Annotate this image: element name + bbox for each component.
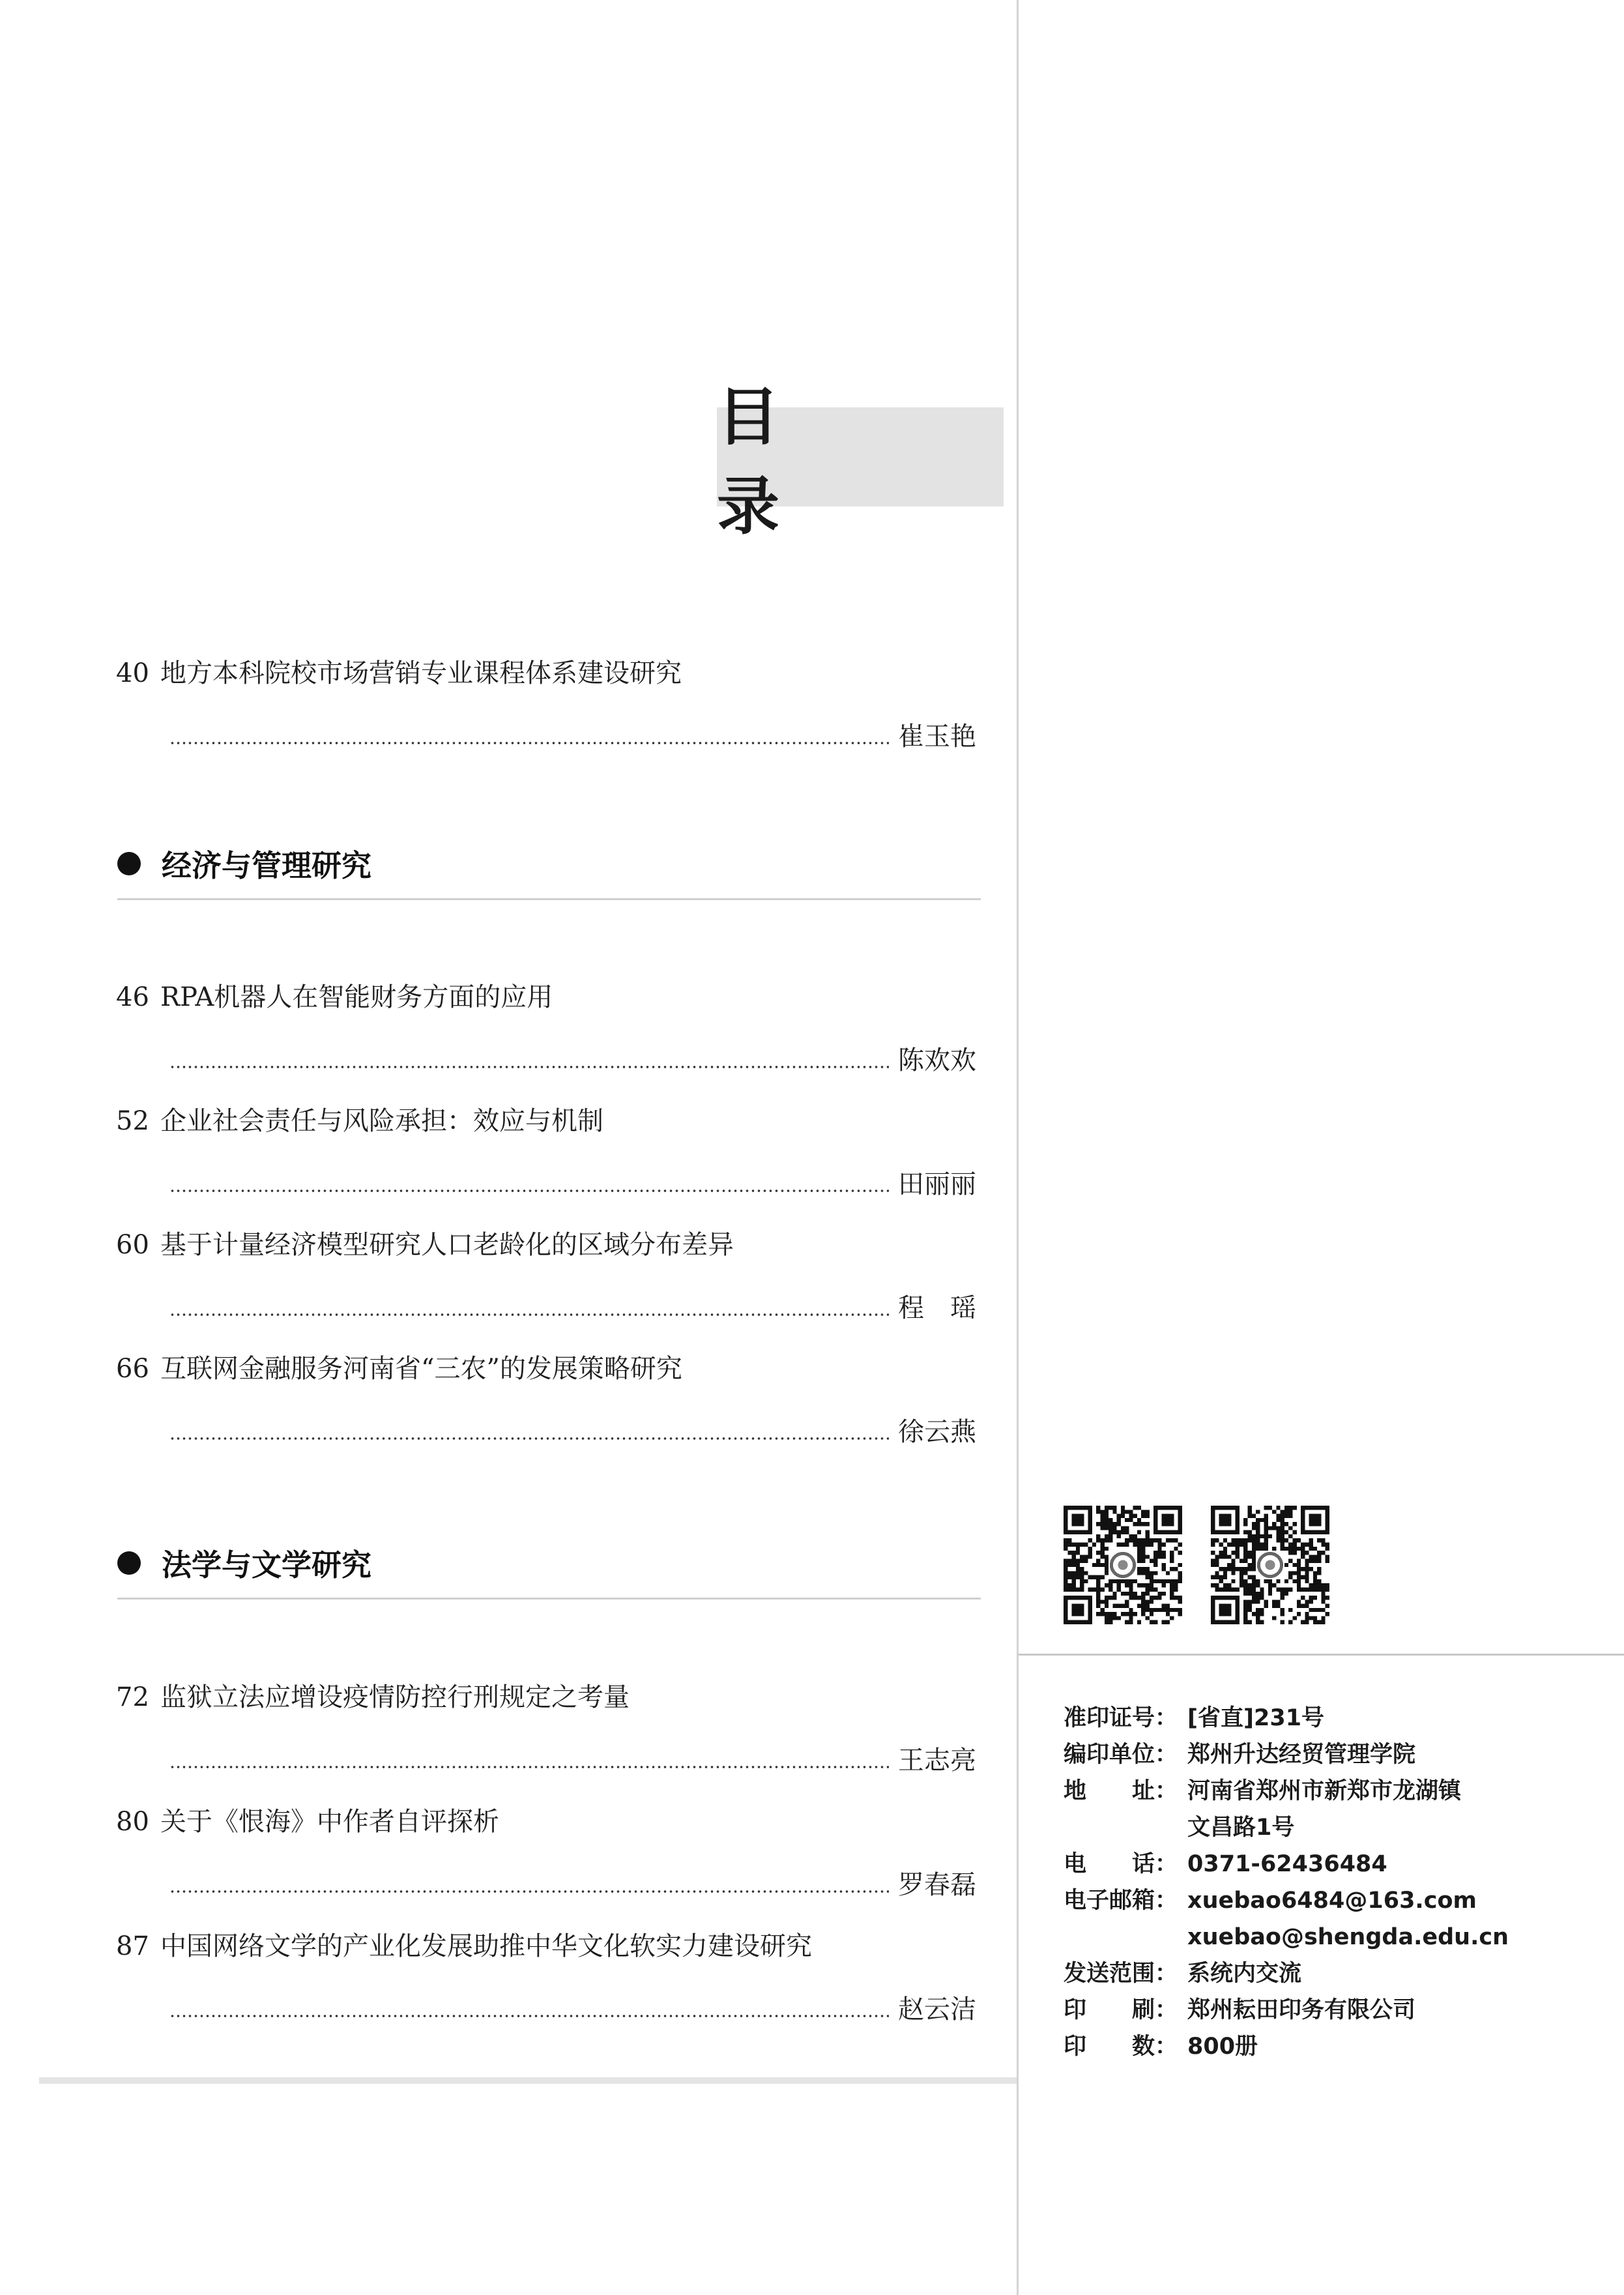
entry-title-line: [116, 1678, 976, 1717]
publication-info: [1064, 1700, 1598, 2065]
entry-author-row: [169, 1412, 976, 1452]
dot-leader: [169, 1313, 889, 1316]
info-value: 系统内交流: [1187, 1961, 1302, 1987]
info-row-editor: [1064, 1736, 1598, 1773]
info-label: 地 址：: [1064, 1778, 1178, 1804]
info-row-printer: [1064, 1992, 1598, 2028]
entry-author-row: [169, 1990, 976, 2029]
entry-title-line: [116, 1102, 976, 1141]
entry-author: 王志亮: [898, 1746, 976, 1776]
section-title: 经济与管理研究: [162, 848, 371, 883]
qr-code-icon: [1211, 1506, 1329, 1624]
entry-title: RPA机器人在智能财务方面的应用: [160, 982, 553, 1012]
entry-title-line: [116, 654, 976, 693]
info-divider: [1019, 1654, 1624, 1656]
entry-author: 陈欢欢: [898, 1045, 976, 1075]
info-row-phone: [1064, 1846, 1598, 1882]
entry-author-row: [169, 717, 976, 756]
section-header: [117, 1540, 981, 1600]
info-value-continued: 文昌路1号: [1187, 1815, 1295, 1841]
info-value: 郑州耘田印务有限公司: [1187, 1997, 1416, 2023]
section-rule: [117, 1598, 981, 1600]
entry-page: 46: [116, 982, 149, 1012]
entry-page: 80: [116, 1807, 149, 1837]
toc-entry[interactable]: [116, 1678, 976, 1776]
entry-author-row: [169, 1165, 976, 1204]
info-label: 发送范围：: [1064, 1961, 1178, 1987]
entry-author: 赵云洁: [898, 1995, 976, 2025]
entry-author-row: [169, 1289, 976, 1328]
info-label: 电子邮箱：: [1064, 1888, 1178, 1914]
info-row-email: [1064, 1882, 1598, 1919]
bullet-icon: [117, 852, 141, 875]
entry-author: 徐云燕: [898, 1417, 976, 1447]
entry-title-line: [116, 1927, 976, 1966]
info-value: 0371-62436484: [1187, 1851, 1387, 1877]
entry-author: 罗春磊: [898, 1870, 976, 1900]
entry-title-line: [116, 978, 976, 1017]
section-rule: [117, 898, 981, 900]
entry-author-row: [169, 1041, 976, 1080]
toc-entry[interactable]: [116, 1225, 976, 1323]
toc-entry[interactable]: [116, 1802, 976, 1900]
entry-title: 中国网络文学的产业化发展助推中华文化软实力建设研究: [160, 1931, 812, 1961]
qr-code-icon: [1064, 1506, 1182, 1624]
toc-entry[interactable]: [116, 1102, 976, 1199]
dot-leader: [169, 1190, 889, 1192]
entry-author-row: [169, 1865, 976, 1905]
entry-page: 60: [116, 1230, 149, 1260]
entry-page: 40: [116, 658, 149, 688]
entry-author: 田丽丽: [898, 1169, 976, 1199]
entry-title: 关于《恨海》中作者自评探析: [160, 1807, 499, 1837]
entry-author: 崔玉艳: [898, 722, 976, 752]
info-label: 编印单位：: [1064, 1742, 1178, 1768]
info-label: 电 话：: [1064, 1851, 1178, 1877]
dot-leader: [169, 1890, 889, 1893]
toc-title-box: [717, 381, 1004, 543]
info-value-continued: xuebao@shengda.edu.cn: [1187, 1924, 1509, 1950]
entry-page: 66: [116, 1354, 149, 1384]
info-row-scope: [1064, 1955, 1598, 1992]
info-row-permit: [1064, 1700, 1598, 1736]
info-label: 印 数：: [1064, 2034, 1178, 2060]
entry-title: 基于计量经济模型研究人口老龄化的区域分布差异: [160, 1230, 734, 1260]
entry-title-line: [116, 1802, 976, 1841]
info-row-copies: [1064, 2028, 1598, 2065]
dot-leader: [169, 742, 889, 744]
info-value: 郑州升达经贸管理学院: [1187, 1742, 1416, 1768]
toc-title: 目 录: [717, 381, 858, 543]
toc-entry[interactable]: [116, 654, 976, 752]
section-title: 法学与文学研究: [162, 1547, 371, 1583]
dot-leader: [169, 1766, 889, 1768]
dot-leader: [169, 1437, 889, 1440]
dot-leader: [169, 2015, 889, 2017]
dot-leader: [169, 1066, 889, 1068]
info-value: 河南省郑州市新郑市龙湖镇: [1187, 1778, 1462, 1804]
bottom-divider: [39, 2077, 1017, 2084]
entry-title: 企业社会责任与风险承担：效应与机制: [160, 1106, 603, 1136]
entry-page: 52: [116, 1106, 149, 1136]
vertical-divider: [1017, 0, 1019, 2295]
entry-page: 72: [116, 1682, 149, 1712]
info-row-address: [1064, 1773, 1598, 1809]
toc-entry[interactable]: [116, 978, 976, 1075]
entry-title: 互联网金融服务河南省“三农”的发展策略研究: [160, 1354, 682, 1384]
entry-page: 87: [116, 1931, 149, 1961]
info-label: 印 刷：: [1064, 1997, 1178, 2023]
entry-author: 程 瑶: [898, 1293, 976, 1323]
toc-entry[interactable]: [116, 1349, 976, 1447]
entry-author-row: [169, 1741, 976, 1780]
info-value: xuebao6484@163.com: [1187, 1888, 1477, 1914]
info-label: 准印证号：: [1064, 1705, 1178, 1731]
entry-title: 监狱立法应增设疫情防控行刑规定之考量: [160, 1682, 630, 1712]
section-header: [117, 841, 981, 900]
bullet-icon: [117, 1551, 141, 1575]
entry-title-line: [116, 1225, 976, 1264]
info-value: [省直]231号: [1187, 1705, 1325, 1731]
entry-title: 地方本科院校市场营销专业课程体系建设研究: [160, 658, 682, 688]
info-value: 800册: [1187, 2034, 1258, 2060]
entry-title-line: [116, 1349, 976, 1388]
toc-entry[interactable]: [116, 1927, 976, 2025]
